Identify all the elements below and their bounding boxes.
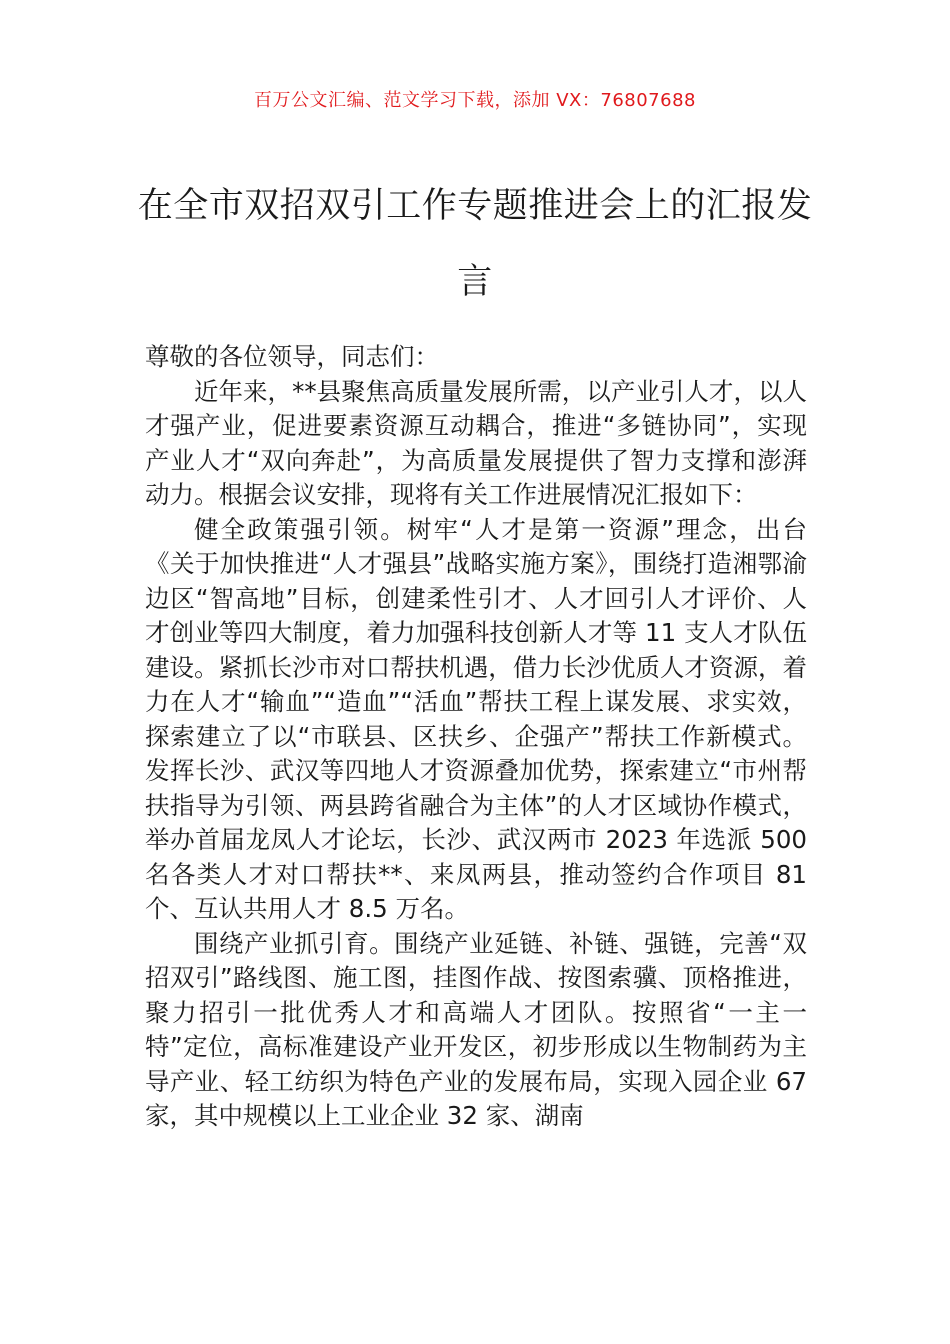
paragraph-industry: 围绕产业抓引育。围绕产业延链、补链、强链，完善“双招双引”路线图、施工图，挂图作战、按图索骥、顶格推进，聚力招引一批优秀人才和高端人才团队。按照省“一主一特”定位，高标准建设产业开发区，初步形成以生物制药为主导产业、轻工纺织为特色产业的发展布局，实现入园企业 67 家，其中规模以上工业企业 32 家、湖南 [145, 928, 807, 1130]
document-title: 在全市双招双引工作专题推进会上的汇报发言 [137, 186, 813, 302]
salutation: 尊敬的各位领导，同志们： [145, 342, 439, 371]
header-watermark-note: 百万公文汇编、范文学习下载，添加 VX：76807688 [254, 90, 696, 111]
paragraph-intro: 近年来，**县聚焦高质量发展所需，以产业引人才，以人才强产业，促进要素资源互动耦合，推进“多链协同”，实现产业人才“双向奔赴”，为高质量发展提供了智力支撑和澎湃动力。根据会议安排，现将有关工作进展情况汇报如下： [145, 376, 807, 509]
document-body [145, 340, 807, 1134]
paragraph-policy: 健全政策强引领。树牢“人才是第一资源”理念，出台《关于加快推进“人才强县”战略实施方案》，围绕打造湘鄂渝边区“智高地”目标，创建柔性引才、人才回引人才评价、人才创业等四大制度，着力加强科技创新人才等 11 支人才队伍建设。紧抓长沙市对口帮扶机遇，借力长沙优质人才资源，着力在人才“输血”“造血”“活血”帮扶工程上谋发展、求实效，探索建立了以“市联县、区扶乡、企强产”帮扶工作新模式。发挥长沙、武汉等四地人才资源叠加优势，探索建立“市州帮扶指导为引领、两县跨省融合为主体”的人才区域协作模式，举办首届龙凤人才论坛，长沙、武汉两市 2023 年选派 500 名各类人才对口帮扶**、来凤两县，推动签约合作项目 81 个、互认共用人才 8.5 万名。 [145, 514, 807, 923]
